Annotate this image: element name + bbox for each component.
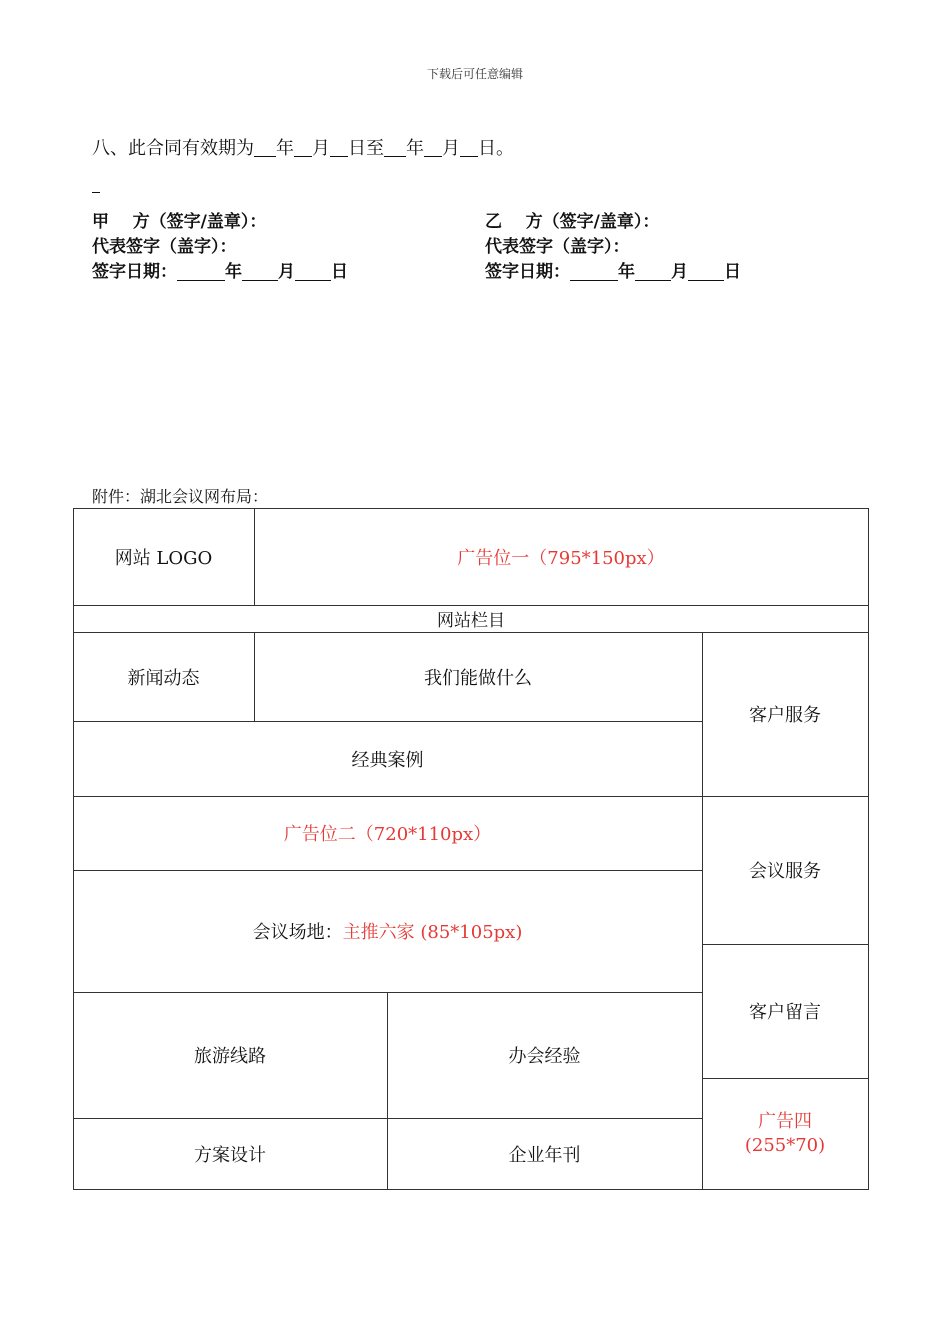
venue-label: 会议场地： xyxy=(252,922,343,943)
validity-month2: 月 xyxy=(442,138,460,159)
blank xyxy=(635,263,671,281)
blank xyxy=(330,138,348,157)
news-cell: 新闻动态 xyxy=(127,667,200,689)
blank xyxy=(688,263,724,281)
venue-cell xyxy=(73,870,702,992)
date-month: 月 xyxy=(671,262,688,282)
date-month: 月 xyxy=(278,262,295,282)
logo-cell: 网站 LOGO xyxy=(114,547,213,569)
blank xyxy=(177,263,225,281)
party-a-date xyxy=(92,260,348,285)
validity-day1: 日至 xyxy=(348,138,384,159)
venue-ad: 主推六家 (85*105px) xyxy=(342,922,523,943)
header-note: 下载后可任意编辑 xyxy=(426,67,523,81)
underline-mark xyxy=(92,192,100,193)
customer-message-cell: 客户留言 xyxy=(749,1002,821,1023)
party-b-date xyxy=(485,260,741,285)
blank xyxy=(294,138,312,157)
meeting-service-cell: 会议服务 xyxy=(749,861,821,882)
attachment-title: 附件：湖北会议网布局： xyxy=(92,487,269,506)
date-day: 日 xyxy=(724,262,741,282)
border-bottom xyxy=(73,1189,869,1190)
party-b-label: 乙 方（签字/盖章）： xyxy=(485,212,660,232)
blank xyxy=(384,138,406,157)
date-year: 年 xyxy=(618,262,635,282)
travel-routes-cell: 旅游线路 xyxy=(194,1046,266,1067)
ad4-title: 广告四 xyxy=(758,1110,812,1132)
validity-clause xyxy=(92,134,514,160)
date-label: 签字日期： xyxy=(92,262,177,282)
validity-month1: 月 xyxy=(312,138,330,159)
blank xyxy=(424,138,442,157)
party-a-signature xyxy=(92,210,348,285)
meeting-experience-cell: 办会经验 xyxy=(508,1046,581,1067)
party-b-rep: 代表签字（盖字）： xyxy=(485,237,630,257)
customer-service-cell: 客户服务 xyxy=(749,705,821,726)
date-day: 日 xyxy=(331,262,348,282)
cases-cell: 经典案例 xyxy=(351,749,424,771)
ad-slot-1: 广告位一（795*150px） xyxy=(457,547,665,569)
blank xyxy=(242,263,278,281)
plan-design-cell: 方案设计 xyxy=(194,1144,266,1166)
what-we-do-cell: 我们能做什么 xyxy=(424,667,532,689)
validity-year2: 年 xyxy=(406,138,424,159)
blank xyxy=(254,138,276,157)
ad4-size: (255*70) xyxy=(744,1134,826,1156)
site-columns-row: 网站栏目 xyxy=(437,611,505,631)
ad-slot-2: 广告位二（720*110px） xyxy=(283,824,492,845)
date-label: 签字日期： xyxy=(485,262,570,282)
validity-prefix: 八、此合同有效期为 xyxy=(92,138,254,159)
validity-day2: 日。 xyxy=(478,138,514,159)
date-year: 年 xyxy=(225,262,242,282)
party-a-label: 甲 方（签字/盖章）： xyxy=(92,212,267,232)
blank xyxy=(295,263,331,281)
blank xyxy=(570,263,618,281)
ad-slot-4 xyxy=(702,1078,868,1189)
blank xyxy=(460,138,478,157)
validity-year1: 年 xyxy=(276,138,294,159)
party-a-rep: 代表签字（盖字）： xyxy=(92,237,237,257)
annual-publication-cell: 企业年刊 xyxy=(508,1144,581,1166)
party-b-signature xyxy=(485,210,741,285)
